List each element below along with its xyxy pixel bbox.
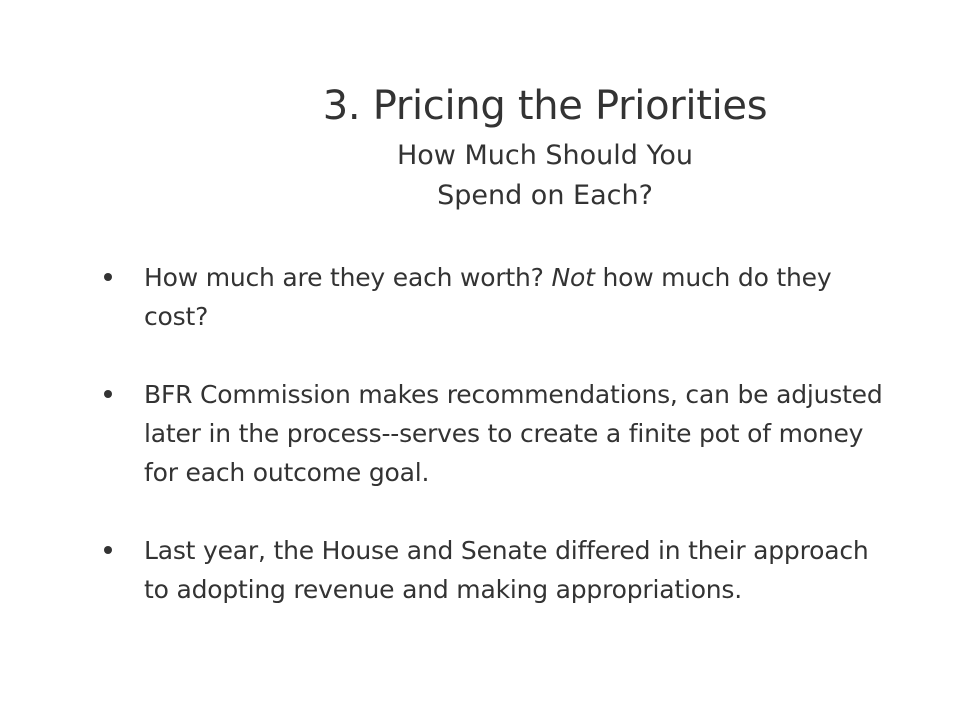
- bullet-list: [104, 258, 894, 609]
- slide-subtitle-line-1: How Much Should You: [396, 140, 694, 171]
- bullet-text-before: How much are they each worth?: [144, 263, 552, 292]
- slide-subtitle: [200, 136, 890, 216]
- bullet-text: BFR Commission makes recommendations, can be adjusted later in the process--serves to create a finite pot of money for each outcome goal.: [144, 380, 883, 487]
- bullet-item-bfr-commission: [104, 375, 894, 492]
- slide-subtitle-line-2: Spend on Each?: [437, 180, 653, 211]
- slide-title: 3. Pricing the Priorities: [322, 83, 768, 129]
- title-block: [200, 78, 890, 216]
- bullet-dot-icon: [104, 273, 112, 281]
- bullet-emphasis: Not: [551, 263, 595, 292]
- bullet-text-after: how much do they cost?: [144, 263, 832, 331]
- bullet-item-worth: [104, 258, 894, 336]
- bullet-dot-icon: [104, 546, 112, 554]
- bullet-item-last-year: [104, 531, 894, 609]
- bullet-text: Last year, the House and Senate differed in their approach to adopting revenue and making appropriations.: [144, 536, 869, 604]
- bullet-dot-icon: [104, 390, 112, 398]
